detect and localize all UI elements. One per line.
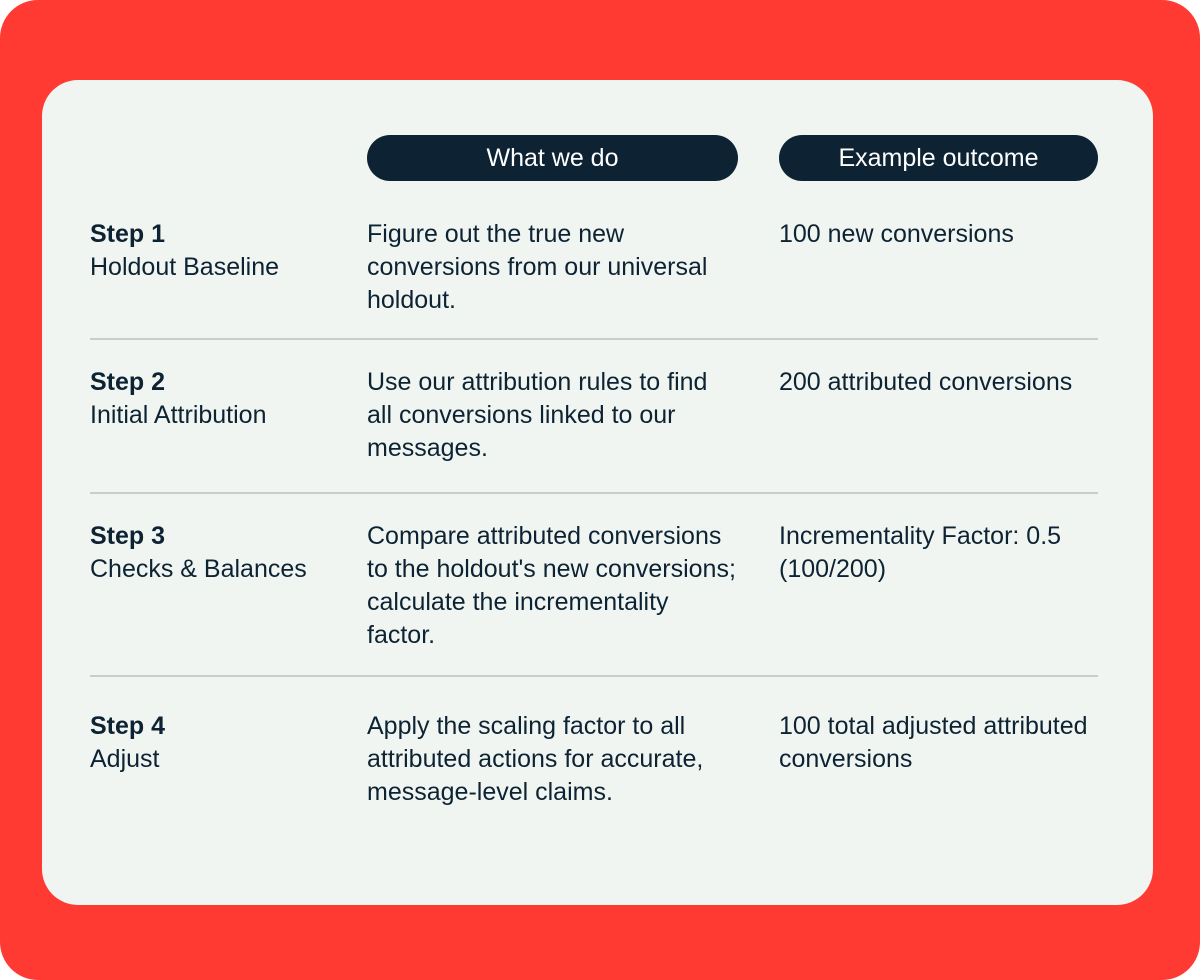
step-label: Step 1: [90, 220, 166, 248]
process-table-card: [42, 80, 1153, 905]
step-name: Initial Attribution: [90, 401, 267, 429]
what-we-do-cell: Figure out the true new conversions from our universal holdout.: [367, 220, 708, 314]
step-label: Step 3: [90, 522, 166, 550]
row-divider: [90, 492, 1098, 494]
header-what-we-do: What we do: [367, 135, 738, 181]
what-we-do-cell: Compare attributed conversions to the holdout's new conversions; calculate the incrementality factor.: [367, 522, 736, 649]
header-example-outcome: Example outcome: [779, 135, 1098, 181]
step-cell: [90, 366, 340, 432]
example-outcome-cell: 100 total adjusted attributed conversions: [779, 712, 1088, 773]
row-divider: [90, 338, 1098, 340]
what-we-do-cell: Apply the scaling factor to all attributed actions for accurate, message-level claims.: [367, 712, 704, 806]
what-we-do-cell: Use our attribution rules to find all conversions linked to our messages.: [367, 368, 708, 462]
step-label: Step 4: [90, 712, 166, 740]
step-cell: [90, 218, 340, 284]
step-name: Holdout Baseline: [90, 253, 280, 281]
example-outcome-cell: 100 new conversions: [779, 220, 1014, 248]
row-divider: [90, 675, 1098, 677]
step-cell: [90, 520, 340, 586]
step-cell: [90, 710, 340, 776]
example-outcome-cell: Incrementality Factor: 0.5 (100/200): [779, 522, 1062, 583]
example-outcome-cell: 200 attributed conversions: [779, 368, 1073, 396]
step-label: Step 2: [90, 368, 166, 396]
step-name: Adjust: [90, 745, 160, 773]
step-name: Checks & Balances: [90, 555, 307, 583]
